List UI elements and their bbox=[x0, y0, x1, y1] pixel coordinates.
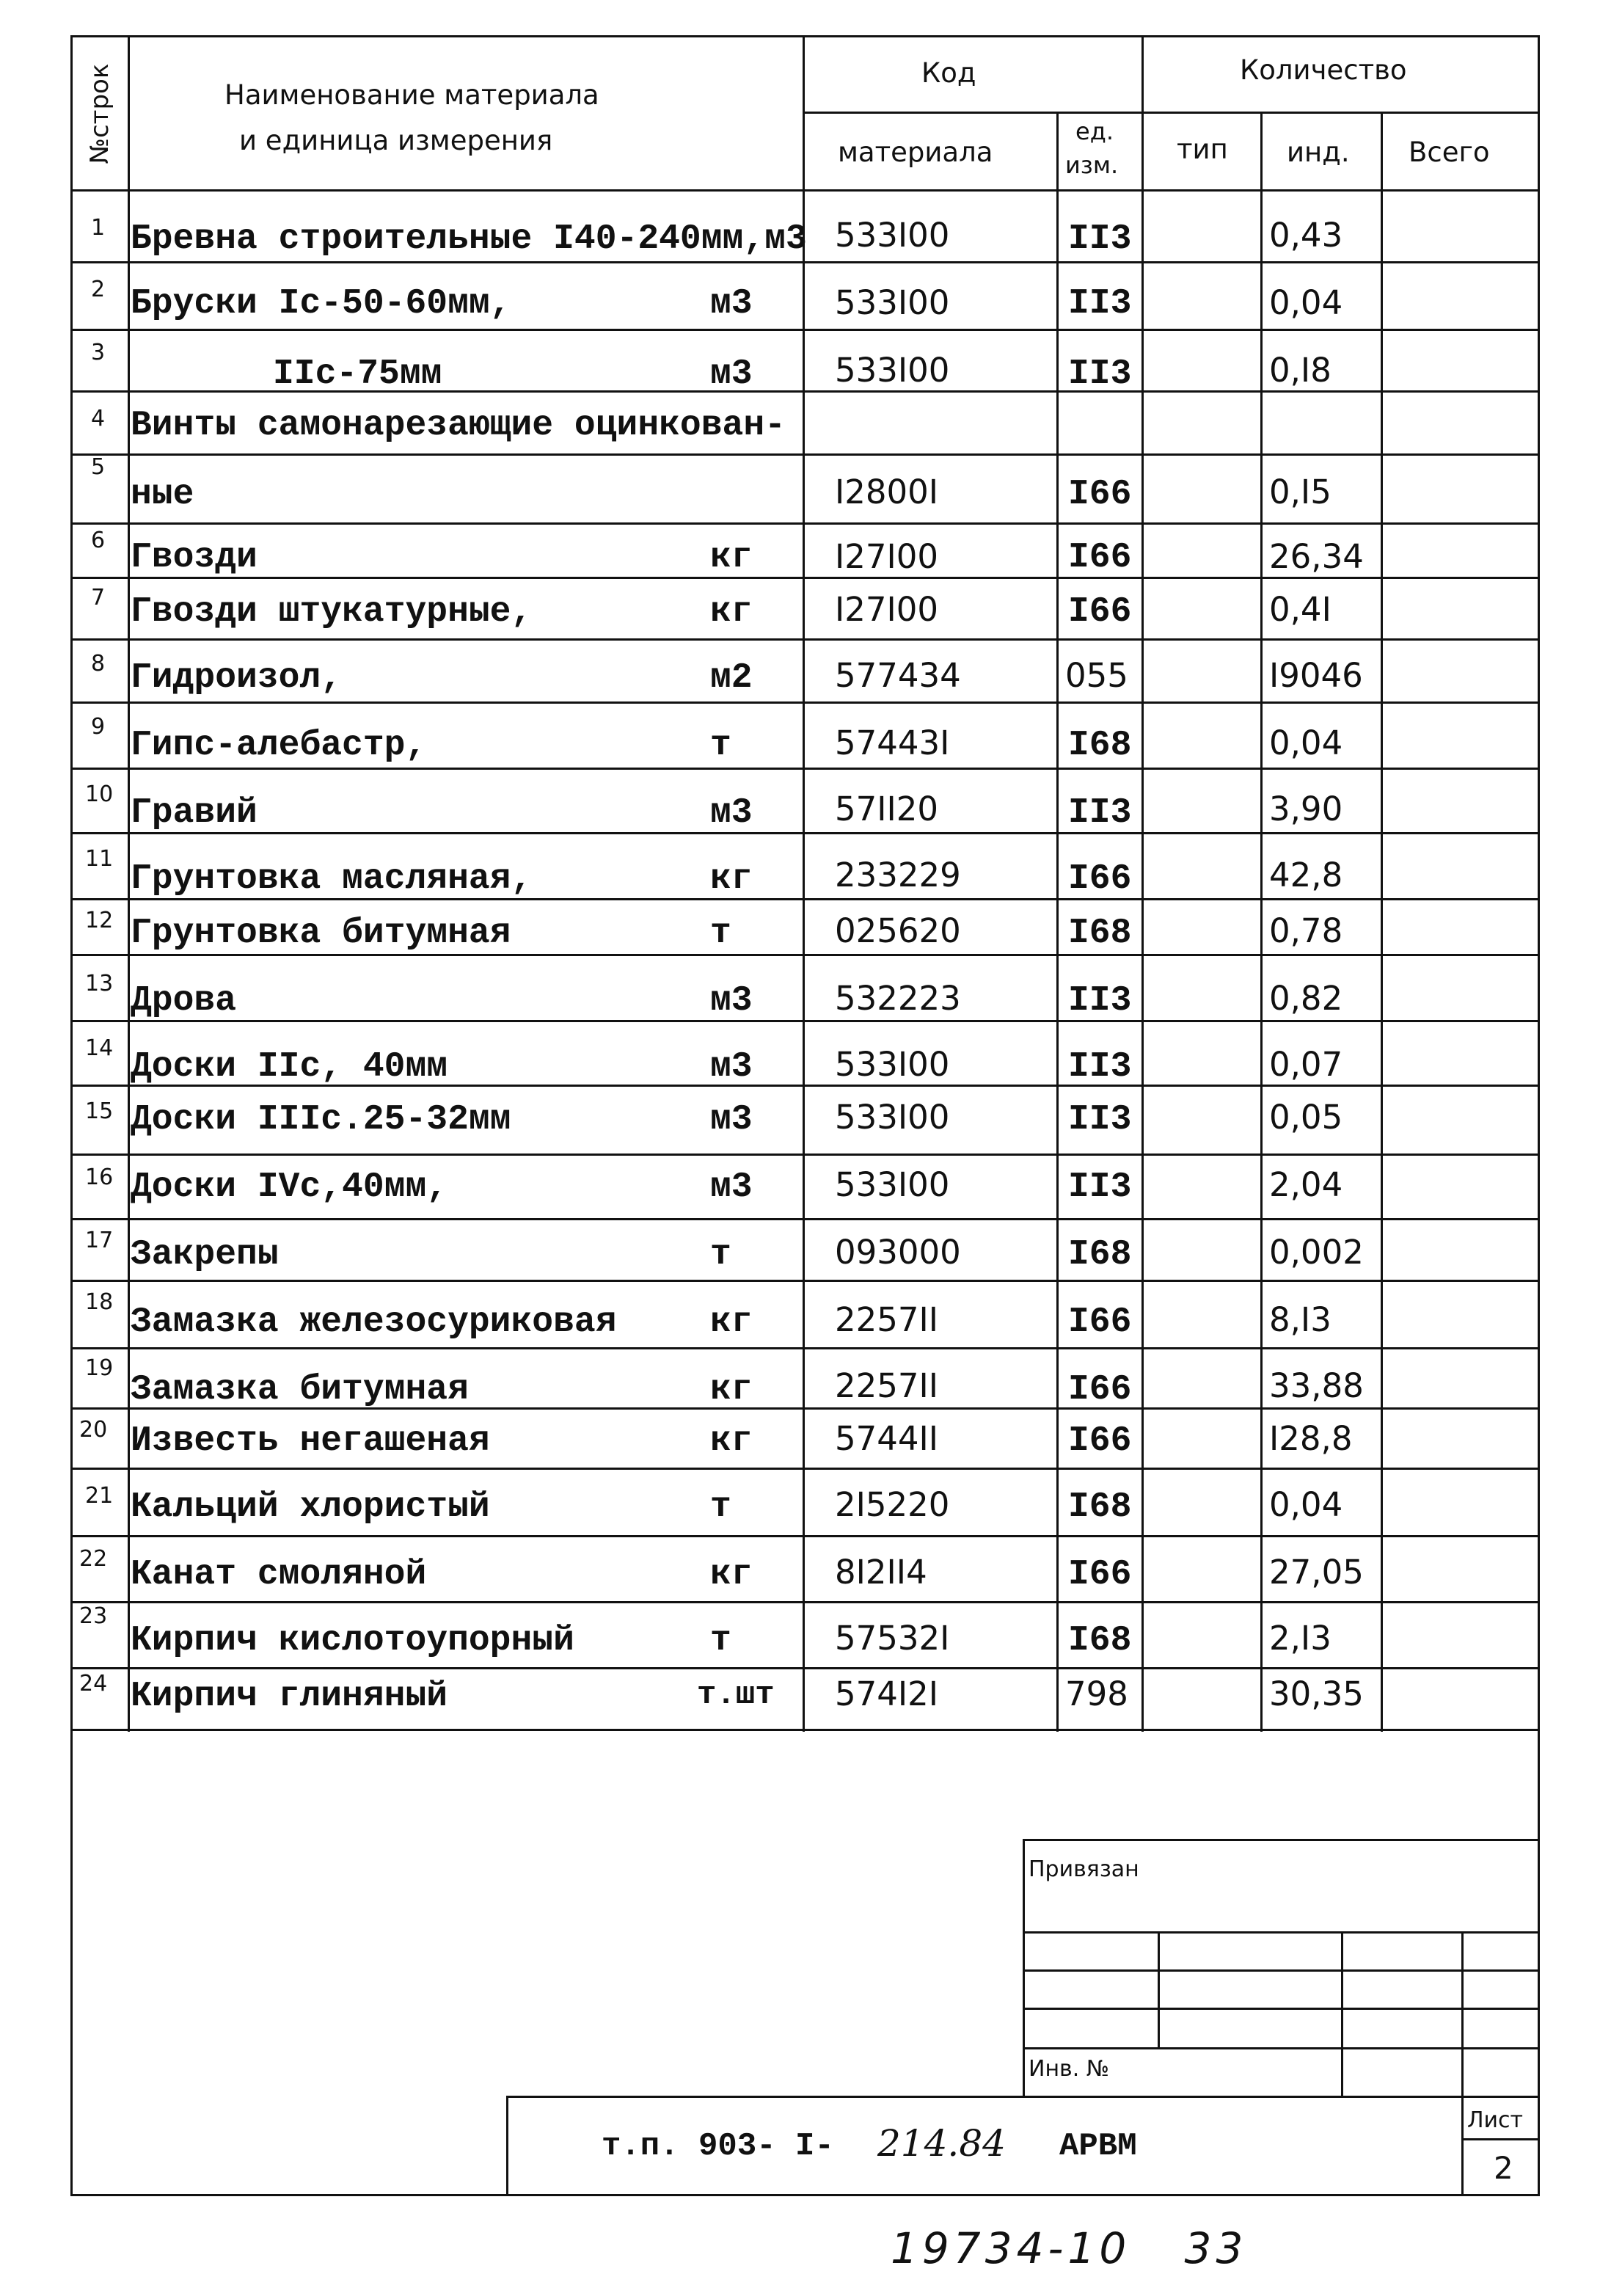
unit-code: I68 bbox=[1068, 914, 1132, 953]
row-number: 4 bbox=[91, 406, 106, 431]
row-number: 12 bbox=[85, 908, 114, 933]
document-handwritten: 214.84 bbox=[877, 2122, 1006, 2165]
material-name: ные bbox=[131, 475, 194, 514]
material-code: 533I00 bbox=[835, 216, 950, 255]
material-unit: м3 bbox=[710, 284, 753, 324]
material-unit: т bbox=[710, 1621, 731, 1661]
material-unit: м3 bbox=[710, 793, 753, 833]
row-number: 19 bbox=[85, 1355, 114, 1381]
unit-code: 055 bbox=[1065, 656, 1128, 695]
material-code: 2257II bbox=[835, 1300, 939, 1339]
col-line-ind bbox=[1381, 112, 1383, 1732]
material-code: 2I5220 bbox=[835, 1485, 950, 1524]
ind-quantity: 33,88 bbox=[1269, 1366, 1364, 1405]
row-number: 24 bbox=[79, 1671, 108, 1697]
row-line bbox=[70, 1535, 1540, 1537]
unit-code: II3 bbox=[1068, 793, 1132, 833]
material-code: 574I2I bbox=[835, 1674, 939, 1713]
ind-quantity: 27,05 bbox=[1269, 1553, 1364, 1592]
unit-code: I66 bbox=[1068, 1555, 1132, 1595]
material-code: 533I00 bbox=[835, 1098, 950, 1137]
row-line bbox=[70, 1154, 1540, 1156]
material-code: 57II20 bbox=[835, 790, 939, 828]
stamp-line bbox=[1158, 1931, 1160, 2047]
material-name: Гвозди штукатурные, bbox=[131, 592, 533, 632]
material-unit: м3 bbox=[710, 1100, 753, 1140]
ind-quantity: 0,05 bbox=[1269, 1098, 1343, 1137]
row-line bbox=[70, 1347, 1540, 1349]
header-name-line1: Наименование материала bbox=[224, 79, 599, 111]
material-unit: м3 bbox=[710, 1167, 753, 1207]
material-unit: м3 bbox=[710, 1047, 753, 1087]
table-border-top bbox=[70, 35, 1540, 37]
material-name: Канат смоляной bbox=[131, 1555, 427, 1595]
stamp-line bbox=[506, 2096, 508, 2196]
row-line bbox=[70, 1218, 1540, 1220]
material-name: Кальций хлористый bbox=[131, 1487, 490, 1527]
row-line bbox=[70, 577, 1540, 579]
material-code: I27I00 bbox=[835, 537, 939, 576]
row-line bbox=[70, 832, 1540, 834]
material-code: 533I00 bbox=[835, 283, 950, 322]
row-line bbox=[70, 261, 1540, 263]
stamp-inv-no-label: Инв. № bbox=[1029, 2056, 1110, 2082]
material-unit: т bbox=[710, 914, 731, 953]
row-number: 23 bbox=[79, 1603, 108, 1629]
row-number: 3 bbox=[91, 340, 106, 365]
row-line bbox=[70, 522, 1540, 525]
material-name: Доски IIс, 40мм bbox=[131, 1047, 448, 1087]
unit-code: I66 bbox=[1068, 475, 1132, 514]
material-unit: кг bbox=[710, 592, 753, 632]
row-line bbox=[70, 329, 1540, 331]
row-line bbox=[70, 1729, 1540, 1731]
material-name: Винты самонарезающие оцинкован- bbox=[131, 406, 786, 445]
material-code: I2800I bbox=[835, 473, 939, 511]
material-unit: т bbox=[710, 1487, 731, 1527]
material-name: Известь негашеная bbox=[131, 1421, 490, 1461]
col-line-type bbox=[1260, 112, 1263, 1732]
document-mark: АРВМ bbox=[1059, 2128, 1137, 2165]
material-code: I27I00 bbox=[835, 590, 939, 629]
unit-code: I66 bbox=[1068, 1302, 1132, 1342]
row-line bbox=[70, 1601, 1540, 1603]
header-code: Код bbox=[921, 57, 976, 89]
ind-quantity: 30,35 bbox=[1269, 1674, 1364, 1713]
unit-code: II3 bbox=[1068, 1167, 1132, 1207]
sheet-number: 2 bbox=[1494, 2150, 1513, 2186]
header-row-no: №строк bbox=[85, 63, 114, 164]
ind-quantity: 0,82 bbox=[1269, 979, 1343, 1018]
ind-quantity: 0,4I bbox=[1269, 590, 1331, 629]
ind-quantity: 0,04 bbox=[1269, 283, 1343, 322]
material-code: 2257II bbox=[835, 1366, 939, 1405]
header-total: Всего bbox=[1409, 136, 1490, 168]
material-name: Гипс-алебастр, bbox=[131, 726, 427, 765]
unit-code: I66 bbox=[1068, 1370, 1132, 1410]
material-code: 8I2II4 bbox=[835, 1553, 927, 1592]
row-number: 10 bbox=[85, 781, 114, 807]
unit-code: II3 bbox=[1068, 1047, 1132, 1087]
row-line bbox=[70, 453, 1540, 456]
row-line bbox=[70, 1468, 1540, 1470]
material-unit: т bbox=[710, 726, 731, 765]
unit-code: I66 bbox=[1068, 859, 1132, 899]
ind-quantity: 26,34 bbox=[1269, 537, 1364, 576]
stamp-line bbox=[1461, 2138, 1539, 2140]
row-line bbox=[70, 638, 1540, 641]
header-subline bbox=[803, 112, 1539, 114]
material-code: 5744II bbox=[835, 1419, 939, 1458]
row-number: 16 bbox=[85, 1165, 114, 1190]
unit-code: I66 bbox=[1068, 1421, 1132, 1461]
col-line-rowno bbox=[128, 35, 130, 1732]
row-number: 17 bbox=[85, 1228, 114, 1253]
material-name: Бруски Iс-50-60мм, bbox=[131, 284, 511, 324]
row-number: 7 bbox=[91, 585, 106, 611]
material-unit: кг bbox=[710, 1421, 753, 1461]
material-unit: м2 bbox=[710, 658, 753, 698]
row-number: 8 bbox=[91, 651, 106, 677]
unit-code: I68 bbox=[1068, 1621, 1132, 1661]
material-unit: м3 bbox=[710, 354, 753, 394]
material-code: 577434 bbox=[835, 656, 961, 695]
material-name: Доски IIIс.25-32мм bbox=[131, 1100, 511, 1140]
material-code: 533I00 bbox=[835, 351, 950, 390]
row-number: 2 bbox=[91, 277, 106, 302]
header-unit-line2: изм. bbox=[1065, 151, 1119, 179]
material-name: Кирпич кислотоупорный bbox=[131, 1621, 574, 1661]
row-number: 1 bbox=[91, 215, 106, 241]
material-name: IIс-75мм bbox=[273, 354, 442, 394]
material-code: 57532I bbox=[835, 1619, 950, 1658]
material-unit: м3 bbox=[710, 981, 753, 1021]
header-type: тип bbox=[1177, 134, 1228, 165]
ind-quantity: 0,I5 bbox=[1269, 473, 1331, 511]
ind-quantity: I9046 bbox=[1269, 656, 1363, 695]
row-line bbox=[70, 1280, 1540, 1282]
material-code: 233229 bbox=[835, 856, 961, 894]
stamp-line bbox=[1461, 1931, 1464, 2195]
material-unit: кг bbox=[710, 859, 753, 899]
stamp-line bbox=[1023, 1839, 1025, 2096]
material-code: 533I00 bbox=[835, 1165, 950, 1204]
unit-code: II3 bbox=[1068, 354, 1132, 394]
unit-code: II3 bbox=[1068, 219, 1132, 259]
unit-code: II3 bbox=[1068, 284, 1132, 324]
unit-code: I66 bbox=[1068, 592, 1132, 632]
row-number: 9 bbox=[91, 714, 106, 740]
ind-quantity: 0,04 bbox=[1269, 1485, 1343, 1524]
ind-quantity: 2,04 bbox=[1269, 1165, 1343, 1204]
material-name: Замазка битумная bbox=[131, 1370, 469, 1410]
material-unit: кг bbox=[710, 1555, 753, 1595]
row-number: 20 bbox=[79, 1417, 108, 1443]
material-unit: т.шт bbox=[697, 1677, 775, 1713]
material-code: 093000 bbox=[835, 1233, 961, 1272]
material-name: Грунтовка масляная, bbox=[131, 859, 533, 899]
row-number: 14 bbox=[85, 1035, 114, 1061]
ind-quantity: 0,43 bbox=[1269, 216, 1343, 255]
material-unit: кг bbox=[710, 1370, 753, 1410]
ind-quantity: 3,90 bbox=[1269, 790, 1343, 828]
material-name: Гидроизол, bbox=[131, 658, 343, 698]
unit-code: I68 bbox=[1068, 726, 1132, 765]
unit-code: II3 bbox=[1068, 981, 1132, 1021]
row-number: 22 bbox=[79, 1546, 108, 1572]
stamp-attached-label: Привязан bbox=[1029, 1856, 1139, 1882]
ind-quantity: 0,78 bbox=[1269, 911, 1343, 950]
material-name: Доски IVс,40мм, bbox=[131, 1167, 448, 1207]
header-bottom bbox=[70, 189, 1540, 192]
row-line bbox=[70, 701, 1540, 704]
row-line bbox=[70, 1667, 1540, 1669]
row-line bbox=[70, 768, 1540, 770]
material-code: 532223 bbox=[835, 979, 961, 1018]
material-name: Гравий bbox=[131, 793, 257, 833]
sheet-label: Лист bbox=[1467, 2107, 1524, 2133]
material-name: Гвозди bbox=[131, 538, 257, 577]
row-number: 21 bbox=[85, 1483, 114, 1509]
material-name: Закрепы bbox=[131, 1235, 279, 1275]
col-line-code bbox=[1056, 112, 1059, 1732]
row-number: 6 bbox=[91, 528, 106, 553]
ind-quantity: I28,8 bbox=[1269, 1419, 1353, 1458]
unit-code: II3 bbox=[1068, 1100, 1132, 1140]
row-number: 11 bbox=[85, 846, 114, 872]
material-name: Бревна строительные I40-240мм,м3 bbox=[131, 219, 807, 259]
document-prefix: т.п. 903- I- bbox=[602, 2128, 834, 2165]
col-line-unit bbox=[1141, 35, 1144, 1732]
row-number: 18 bbox=[85, 1289, 114, 1315]
row-number: 5 bbox=[91, 454, 106, 480]
stamp-line bbox=[1023, 1839, 1539, 1841]
material-name: Грунтовка битумная bbox=[131, 914, 511, 953]
table-border-left bbox=[70, 35, 73, 2196]
stamp-line bbox=[506, 2096, 1539, 2098]
ind-quantity: 0,04 bbox=[1269, 724, 1343, 762]
row-number: 15 bbox=[85, 1098, 114, 1124]
row-line bbox=[70, 954, 1540, 956]
material-code: 57443I bbox=[835, 724, 950, 762]
col-line-name bbox=[803, 35, 805, 1732]
ind-quantity: 42,8 bbox=[1269, 856, 1343, 894]
material-name: Кирпич глиняный bbox=[131, 1677, 448, 1716]
ind-quantity: 0,002 bbox=[1269, 1233, 1364, 1272]
table-border-bottom bbox=[70, 2194, 1540, 2196]
unit-code: I68 bbox=[1068, 1487, 1132, 1527]
material-unit: кг bbox=[710, 1302, 753, 1342]
unit-code: 798 bbox=[1065, 1674, 1128, 1713]
header-name-line2: и единица измерения bbox=[239, 125, 553, 156]
header-ind: инд. bbox=[1287, 136, 1350, 168]
unit-code: I68 bbox=[1068, 1235, 1132, 1275]
material-unit: кг bbox=[710, 538, 753, 577]
row-number: 13 bbox=[85, 971, 114, 996]
material-code: 025620 bbox=[835, 911, 961, 950]
table-border-right bbox=[1538, 35, 1540, 2196]
material-unit: т bbox=[710, 1235, 731, 1275]
material-name: Замазка железосуриковая bbox=[131, 1302, 617, 1342]
material-code: 533I00 bbox=[835, 1045, 950, 1084]
archive-number: 19734-10 33 bbox=[891, 2223, 1248, 2273]
row-line bbox=[70, 1020, 1540, 1022]
material-name: Дрова bbox=[131, 981, 237, 1021]
header-material: материала bbox=[838, 136, 993, 168]
ind-quantity: 2,I3 bbox=[1269, 1619, 1331, 1658]
ind-quantity: 0,I8 bbox=[1269, 351, 1331, 390]
stamp-line bbox=[1341, 1931, 1343, 2096]
header-unit-line1: ед. bbox=[1075, 117, 1114, 145]
ind-quantity: 0,07 bbox=[1269, 1045, 1343, 1084]
header-quantity: Количество bbox=[1240, 54, 1407, 86]
ind-quantity: 8,I3 bbox=[1269, 1300, 1331, 1339]
unit-code: I66 bbox=[1068, 538, 1132, 577]
